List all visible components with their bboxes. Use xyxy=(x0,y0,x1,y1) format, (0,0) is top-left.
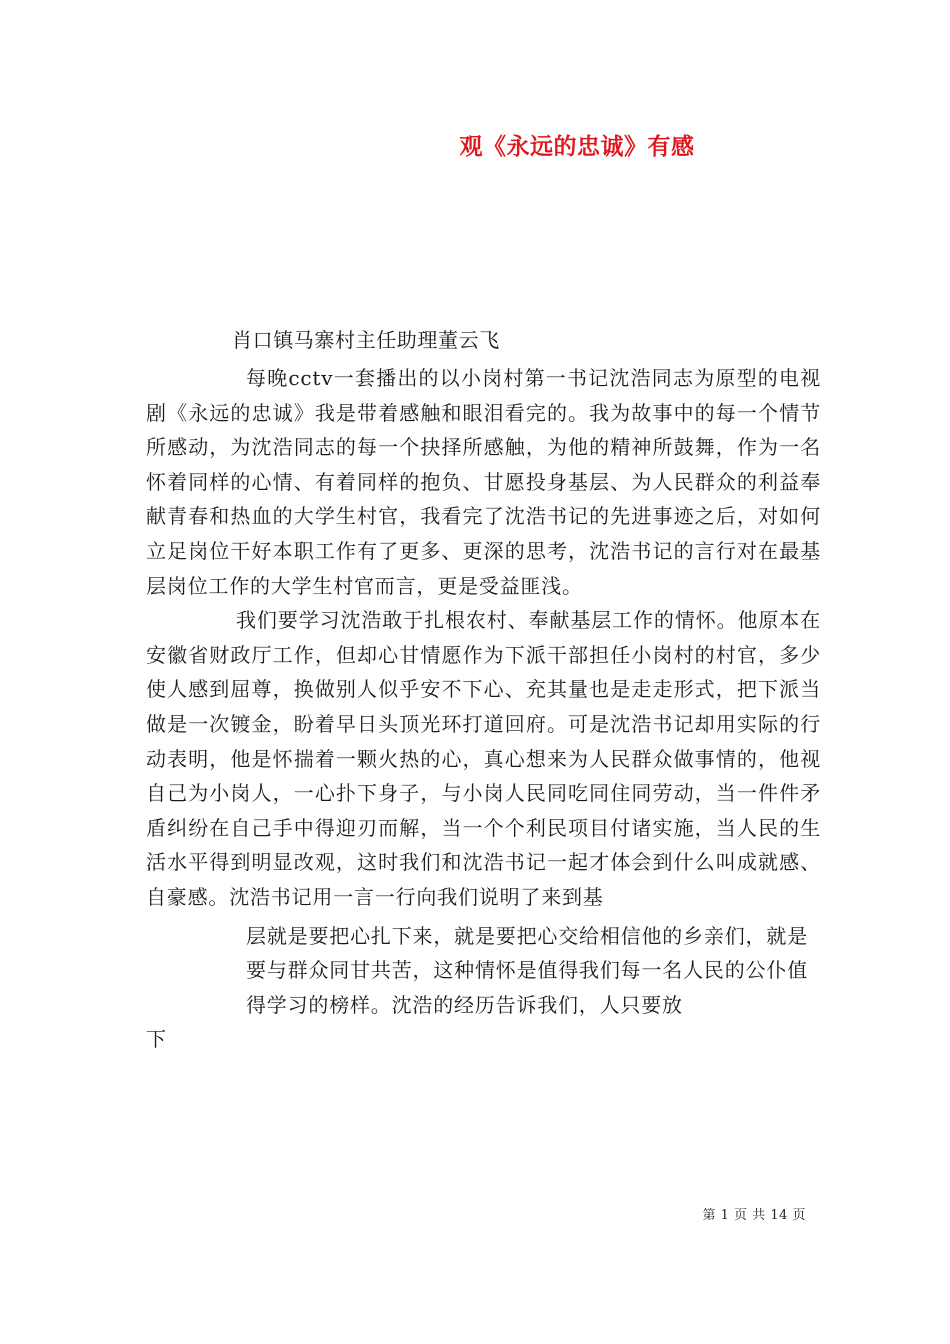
paragraph-continuation: 下 xyxy=(146,1027,167,1052)
paragraph-1: 每晚cctv一套播出的以小岗村第一书记沈浩同志为原型的电视剧《永远的忠诚》我是带着感触和眼泪看完的。我为故事中的每一个情节所感动，为沈浩同志的每一个抉择所感触，为他的精神所鼓舞，作为一名怀着同样的心情、有着同样的抱负、甘愿投身基层、为人民群众的利益奉献青春和热血的大学生村官，我看完了沈浩书记的先进事迹之后，对如何立足岗位干好本职工作有了更多、更深的思考，沈浩书记的言行对在最基层岗位工作的大学生村官而言，更是受益匪浅。 xyxy=(146,366,821,598)
page-number-footer: 第 1 页 共 14 页 xyxy=(702,1208,806,1223)
paragraph-2: 我们要学习沈浩敢于扎根农村、奉献基层工作的情怀。他原本在安徽省财政厅工作，但却心甘情愿作为下派干部担任小岗村的村官，多少使人感到屈尊，换做别人似乎安不下心、充其量也是走走形式，把下派当做是一次镀金，盼着早日头顶光环打道回府。可是沈浩书记却用实际的行动表明，他是怀揣着一颗火热的心，真心想来为人民群众做事情的，他视自己为小岗人，一心扑下身子，与小岗人民同吃同住同劳动，当一件件矛盾纠纷在自己手中得迎刃而解，当一个个利民项目付诸实施，当人民的生活水平得到明显改观，这时我们和沈浩书记一起才体会到什么叫成就感、自豪感。沈浩书记用一言一行向我们说明了来到基 xyxy=(146,608,821,909)
document-title: 观《永远的忠诚》有感 xyxy=(459,133,695,160)
document-body xyxy=(146,361,821,1057)
paragraph-3: 层就是要把心扎下来，就是要把心交给相信他的乡亲们，就是要与群众同甘共苦，这种情怀是值得我们每一名人民的公仆值得学习的榜样。沈浩的经历告诉我们，人只要放 xyxy=(246,923,808,1017)
author-line: 肖口镇马寨村主任助理董云飞 xyxy=(232,328,500,352)
